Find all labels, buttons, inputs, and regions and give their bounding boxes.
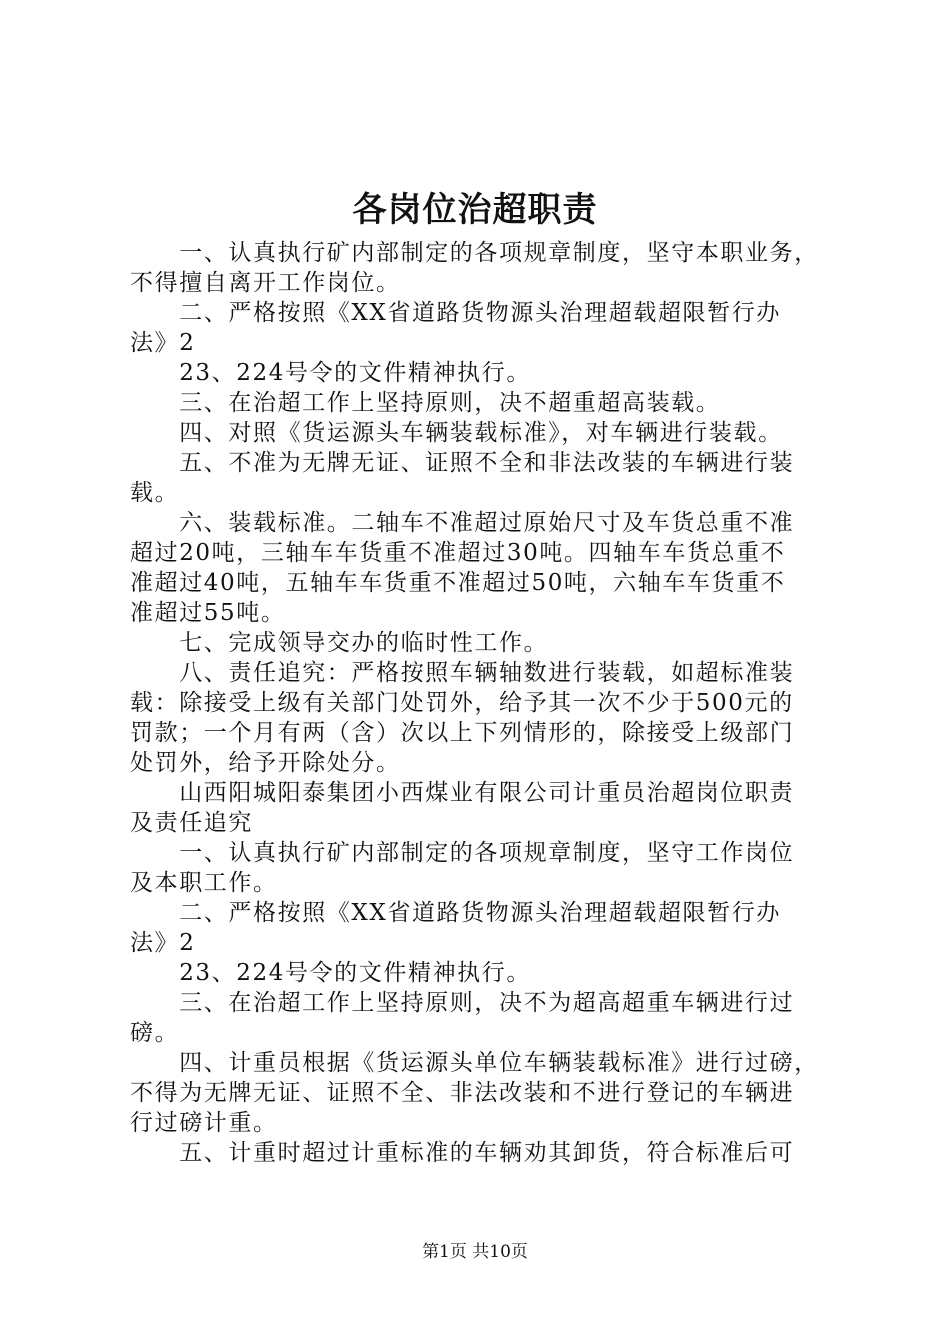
body-line: 四、对照《货运源头车辆装载标准》，对车辆进行装载。 [130, 420, 783, 446]
body-line: 五、不准为无牌无证、证照不全和非法改装的车辆进行装 [130, 450, 795, 476]
body-line: 七、完成领导交办的临时性工作。 [130, 630, 549, 656]
page-footer: 第1页 共10页 [422, 1242, 528, 1262]
body-line: 准超过40吨，五轴车车货重不准超过50吨，六轴车车货重不 [130, 570, 786, 596]
body-line: 法》2 [130, 330, 196, 356]
body-line: 五、计重时超过计重标准的车辆劝其卸货，符合标准后可 [130, 1140, 795, 1166]
body-line: 一、认真执行矿内部制定的各项规章制度，坚守工作岗位 [130, 840, 795, 866]
body-line: 三、在治超工作上坚持原则，决不超重超高装载。 [130, 390, 721, 416]
body-line: 23、224号令的文件精神执行。 [130, 960, 531, 986]
body-line: 准超过55吨。 [130, 600, 286, 626]
body-line: 磅。 [130, 1020, 180, 1046]
body-line: 超过20吨，三轴车车货重不准超过30吨。四轴车车货总重不 [130, 540, 786, 566]
body-line: 山西阳城阳泰集团小西煤业有限公司计重员治超岗位职责 [130, 780, 795, 806]
body-line: 二、严格按照《XX省道路货物源头治理超载超限暂行办 [130, 900, 781, 926]
body-line: 处罚外，给予开除处分。 [130, 750, 401, 776]
body-line: 及本职工作。 [130, 870, 278, 896]
body-line: 23、224号令的文件精神执行。 [130, 360, 531, 386]
body-line: 四、计重员根据《货运源头单位车辆装载标准》进行过磅， [130, 1050, 819, 1076]
body-line: 行过磅计重。 [130, 1110, 278, 1136]
body-line: 不得擅自离开工作岗位。 [130, 270, 401, 296]
document-title: 各岗位治超职责 [352, 190, 598, 230]
body-line: 一、认真执行矿内部制定的各项规章制度，坚守本职业务， [130, 240, 819, 266]
body-line: 罚款；一个月有两（含）次以上下列情形的，除接受上级部门 [130, 720, 795, 746]
body-line: 载。 [130, 480, 180, 506]
body-line: 载：除接受上级有关部门处罚外，给予其一次不少于500元的 [130, 690, 794, 716]
body-line: 二、严格按照《XX省道路货物源头治理超载超限暂行办 [130, 300, 781, 326]
body-line: 法》2 [130, 930, 196, 956]
body-line: 及责任追究 [130, 810, 253, 836]
body-line: 不得为无牌无证、证照不全、非法改装和不进行登记的车辆进 [130, 1080, 795, 1106]
body-line: 三、在治超工作上坚持原则，决不为超高超重车辆进行过 [130, 990, 795, 1016]
body-line: 六、装载标准。二轴车不准超过原始尺寸及车货总重不准 [130, 510, 795, 536]
body-line: 八、责任追究：严格按照车辆轴数进行装载，如超标准装 [130, 660, 795, 686]
